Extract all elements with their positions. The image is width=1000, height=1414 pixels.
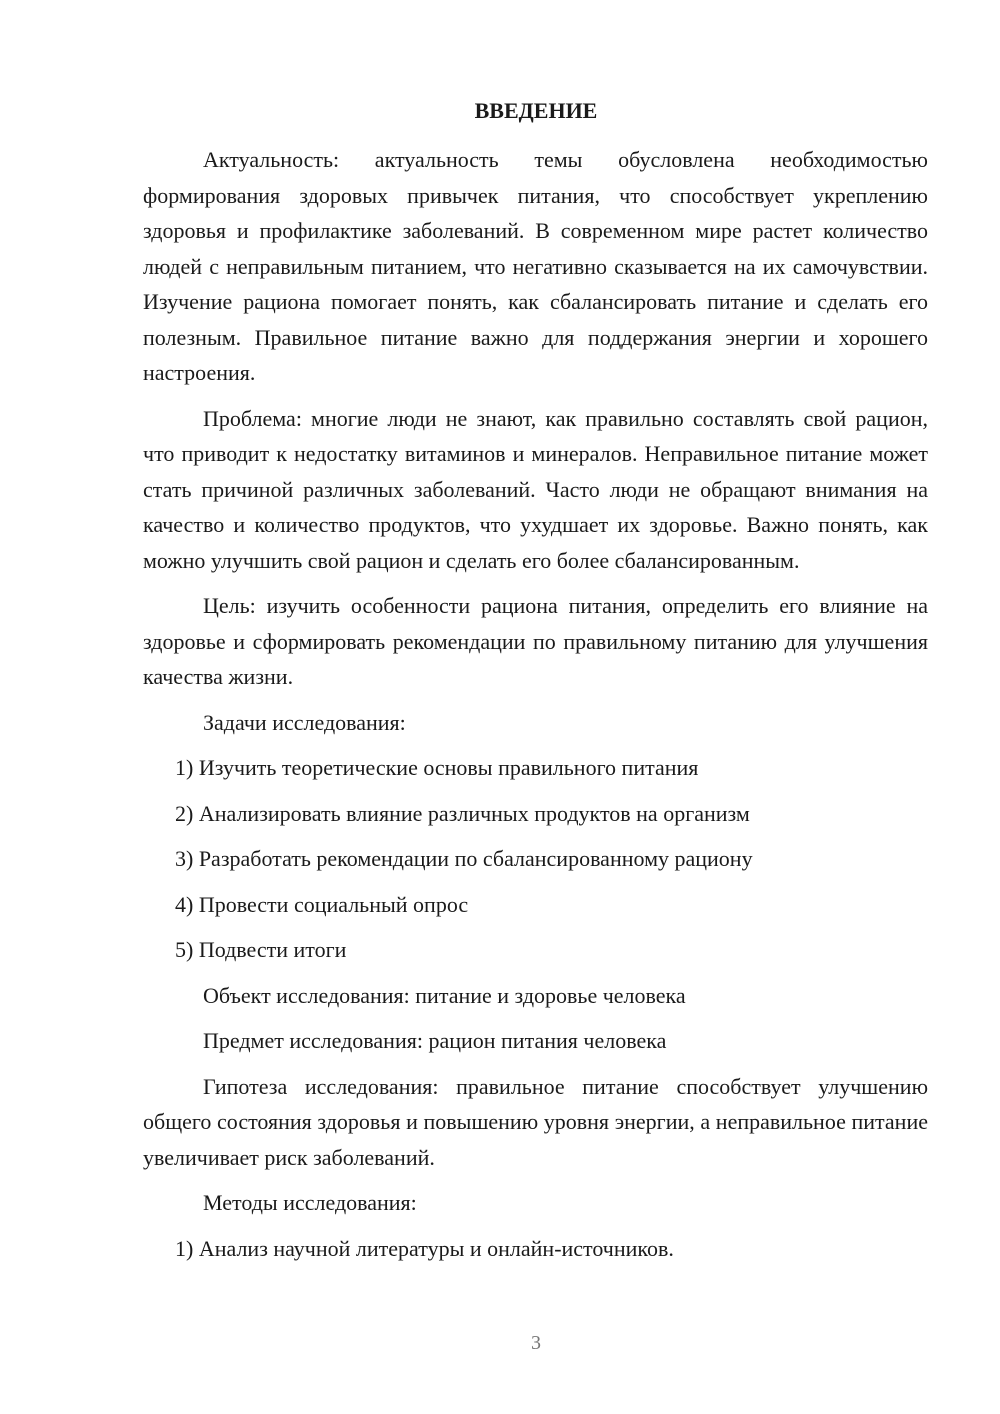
subject-line: Предмет исследования: рацион питания человека [203, 1028, 667, 1053]
hypothesis-paragraph: Гипотеза исследования: правильное питание способствует улучшению общего состояния здоровья и повышению уровня энергии, а неправильное питание увеличивает риск заболеваний. [143, 1073, 928, 1170]
task-item: 1) Изучить теоретические основы правильного питания [175, 755, 699, 780]
problem-paragraph: Проблема: многие люди не знают, как правильно составлять свой рацион, что приводит к недостатку витаминов и минералов. Неправильное питание может стать причиной различных заболеваний. Часто люди не обращают внимания на качество и количество продуктов, что ухудшает их здоровье. Важно понять, как можно улучшить свой рацион и сделать его более сбалансированным. [143, 405, 928, 573]
tasks-heading: Задачи исследования: [203, 709, 406, 735]
object-line: Объект исследования: питание и здоровье человека [203, 982, 686, 1008]
method-item: 1) Анализ научной литературы и онлайн-источников. [175, 1235, 674, 1261]
goal-paragraph: Цель: изучить особенности рациона питания, определить его влияние на здоровье и сформировать рекомендации по правильному питанию для улучшения качества жизни. [143, 593, 928, 689]
relevance-paragraph: Актуальность: актуальность темы обусловлена необходимостью формирования здоровых привычек питания, что способствует укреплению здоровья и профилактике заболеваний. В современном мире растет количество людей с неправильным питанием, что негативно сказывается на их самочувствии. Изучение рациона помогает понять, как сбалансировать питание и сделать его полезным. Правильное питание важно для поддержания энергии и хорошего настроения. [143, 147, 928, 385]
task-item: 5) Подвести итоги [175, 937, 347, 962]
task-item: 2) Анализировать влияние различных продуктов на организм [175, 800, 750, 826]
task-item: 4) Провести социальный опрос [175, 891, 469, 917]
methods-heading: Методы исследования: [203, 1190, 417, 1215]
page-title: ВВЕДЕНИЕ [474, 98, 598, 123]
page-content [143, 142, 928, 1276]
page-number: 3 [531, 1332, 541, 1354]
task-item: 3) Разработать рекомендации по сбалансированному рациону [175, 846, 753, 871]
